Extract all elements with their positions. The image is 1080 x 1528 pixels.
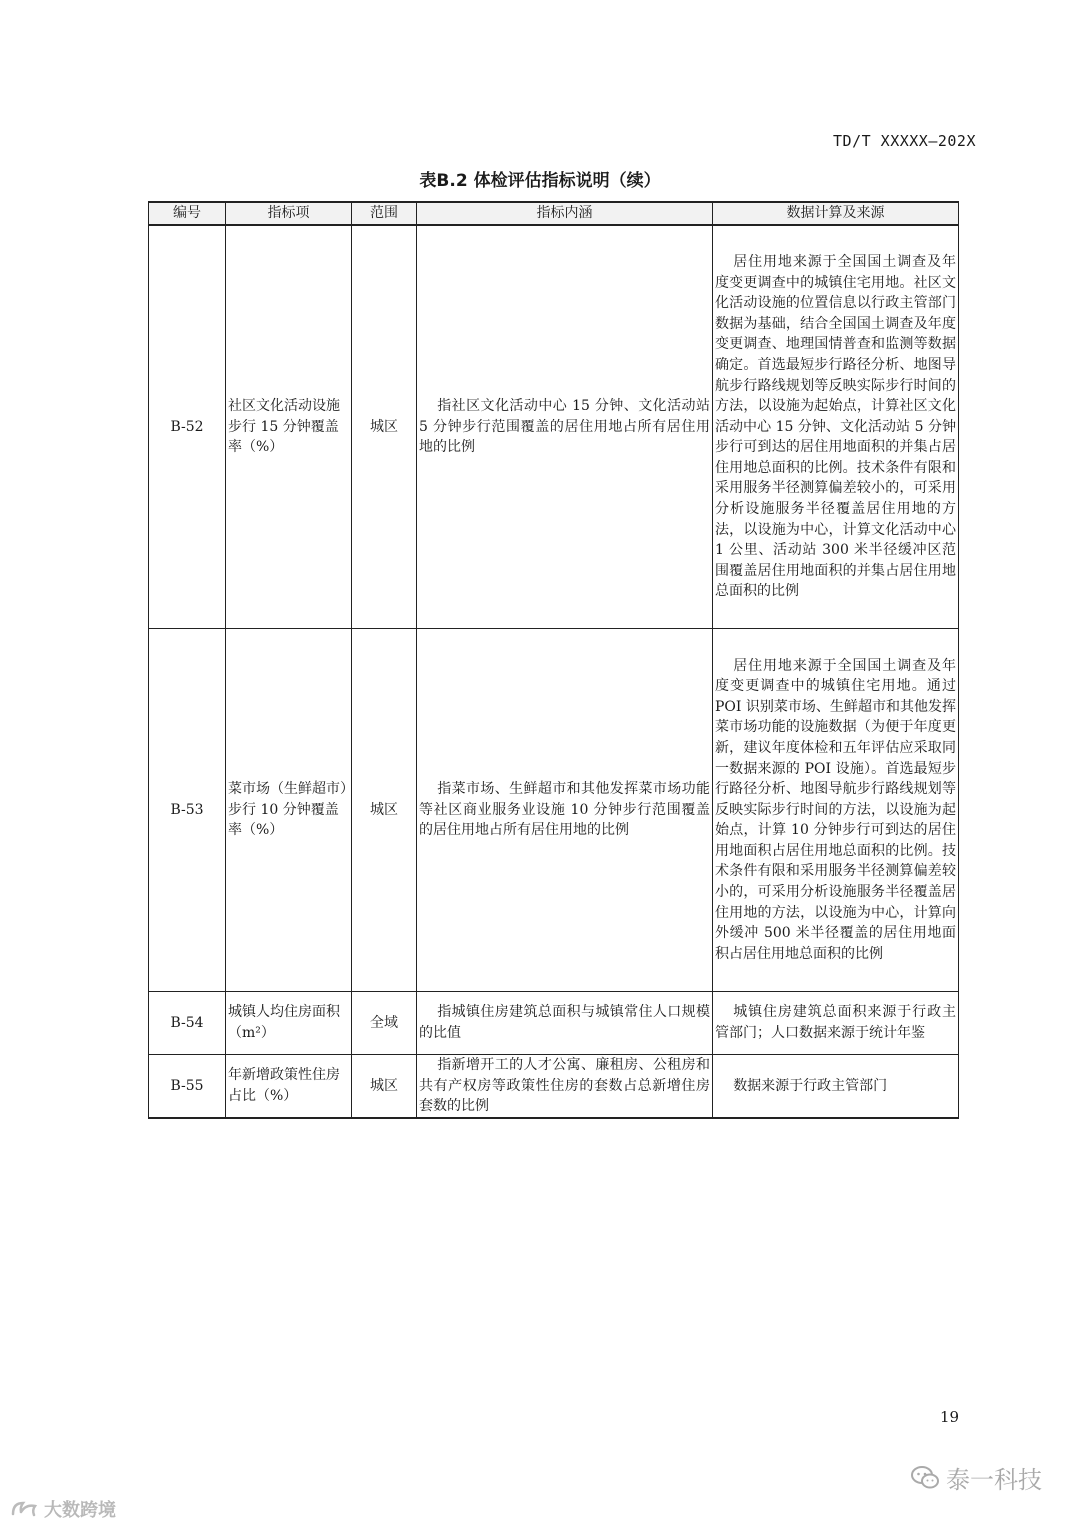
indicator-scope: 城区 [352, 629, 417, 992]
watermark-right [910, 1460, 1042, 1495]
indicator-source: 居住用地来源于全国国土调查及年度变更调查中的城镇住宅用地。社区文化活动设施的位置信息以行政主管部门数据为基础，结合全国国土调查及年度变更调查、地理国情普查和监测等数据确定。首选最短步行路径分析、地图导航步行路线规划等反映实际步行时间的方法，以设施为起始点，计算社区文化活动中心 15 分钟、文化活动站 5 分钟步行可到达的居住用地面积的并集占居住用地总面积的比例。技术条件有限和采用服务半径测算偏差较小的，可采用分析设施服务半径覆盖居住用地的方法，以设施为中心，计算文化活动中心 1 公里、活动站 300 米半径缓冲区范围覆盖居住用地面积的并集占居住用地总面积的比例 [713, 225, 959, 629]
table-header-row [149, 202, 959, 225]
indicator-source: 居住用地来源于全国国土调查及年度变更调查中的城镇住宅用地。通过 POI 识别菜市场、生鲜超市和其他发挥菜市场功能的设施数据（为便于年度更新，建议年度体检和五年评估应采取同一数据来源的 POI 设施）。首选最短步行路径分析、地图导航步行路线规划等反映实际步行时间的方法，以设施为起始点，计算 10 分钟步行可到达的居住用地面积占居住用地总面积的比例。技术条件有限和采用服务半径测算偏差较小的，可采用分析设施服务半径覆盖居住用地的方法，以设施为中心，计算向外缓冲 500 米半径覆盖的居住用地面积占居住用地总面积的比例 [713, 629, 959, 992]
watermark-right-text: 泰一科技 [946, 1466, 1042, 1494]
indicator-source: 数据来源于行政主管部门 [713, 1055, 959, 1119]
table-row [149, 225, 959, 629]
header-meaning: 指标内涵 [417, 202, 713, 225]
indicator-scope: 城区 [352, 1055, 417, 1119]
wechat-icon [910, 1465, 940, 1491]
document-code: TD/T XXXXX—202X [833, 132, 976, 150]
indicator-name: 城镇人均住房面积（m²） [226, 992, 352, 1055]
watermark-logo-icon [10, 1499, 40, 1519]
header-scope: 范围 [352, 202, 417, 225]
indicator-id: B-55 [149, 1055, 226, 1119]
indicator-meaning: 指新增开工的人才公寓、廉租房、公租房和共有产权房等政策性住房的套数占总新增住房套数的比例 [417, 1055, 713, 1119]
indicator-meaning: 指城镇住房建筑总面积与城镇常住人口规模的比值 [417, 992, 713, 1055]
indicator-name: 年新增政策性住房占比（%） [226, 1055, 352, 1119]
indicator-meaning: 指社区文化活动中心 15 分钟、文化活动站 5 分钟步行范围覆盖的居住用地占所有居住用地的比例 [417, 225, 713, 629]
header-name: 指标项 [226, 202, 352, 225]
table-row [149, 629, 959, 992]
header-source: 数据计算及来源 [713, 202, 959, 225]
table-title: 表B.2 体检评估指标说明（续） [419, 171, 661, 191]
indicator-source: 城镇住房建筑总面积来源于行政主管部门；人口数据来源于统计年鉴 [713, 992, 959, 1055]
table-row [149, 1055, 959, 1119]
indicator-scope: 全域 [352, 992, 417, 1055]
indicator-name: 社区文化活动设施步行 15 分钟覆盖率（%） [226, 225, 352, 629]
indicator-id: B-54 [149, 992, 226, 1055]
indicator-scope: 城区 [352, 225, 417, 629]
watermark-left [10, 1496, 116, 1522]
indicator-id: B-53 [149, 629, 226, 992]
indicator-table [148, 201, 959, 1119]
header-id: 编号 [149, 202, 226, 225]
page-number: 19 [940, 1408, 960, 1426]
indicator-name: 菜市场（生鲜超市）步行 10 分钟覆盖率（%） [226, 629, 352, 992]
table-row [149, 992, 959, 1055]
indicator-id: B-52 [149, 225, 226, 629]
indicator-meaning: 指菜市场、生鲜超市和其他发挥菜市场功能等社区商业服务业设施 10 分钟步行范围覆盖的居住用地占所有居住用地的比例 [417, 629, 713, 992]
watermark-left-text: 大数跨境 [44, 1500, 116, 1521]
